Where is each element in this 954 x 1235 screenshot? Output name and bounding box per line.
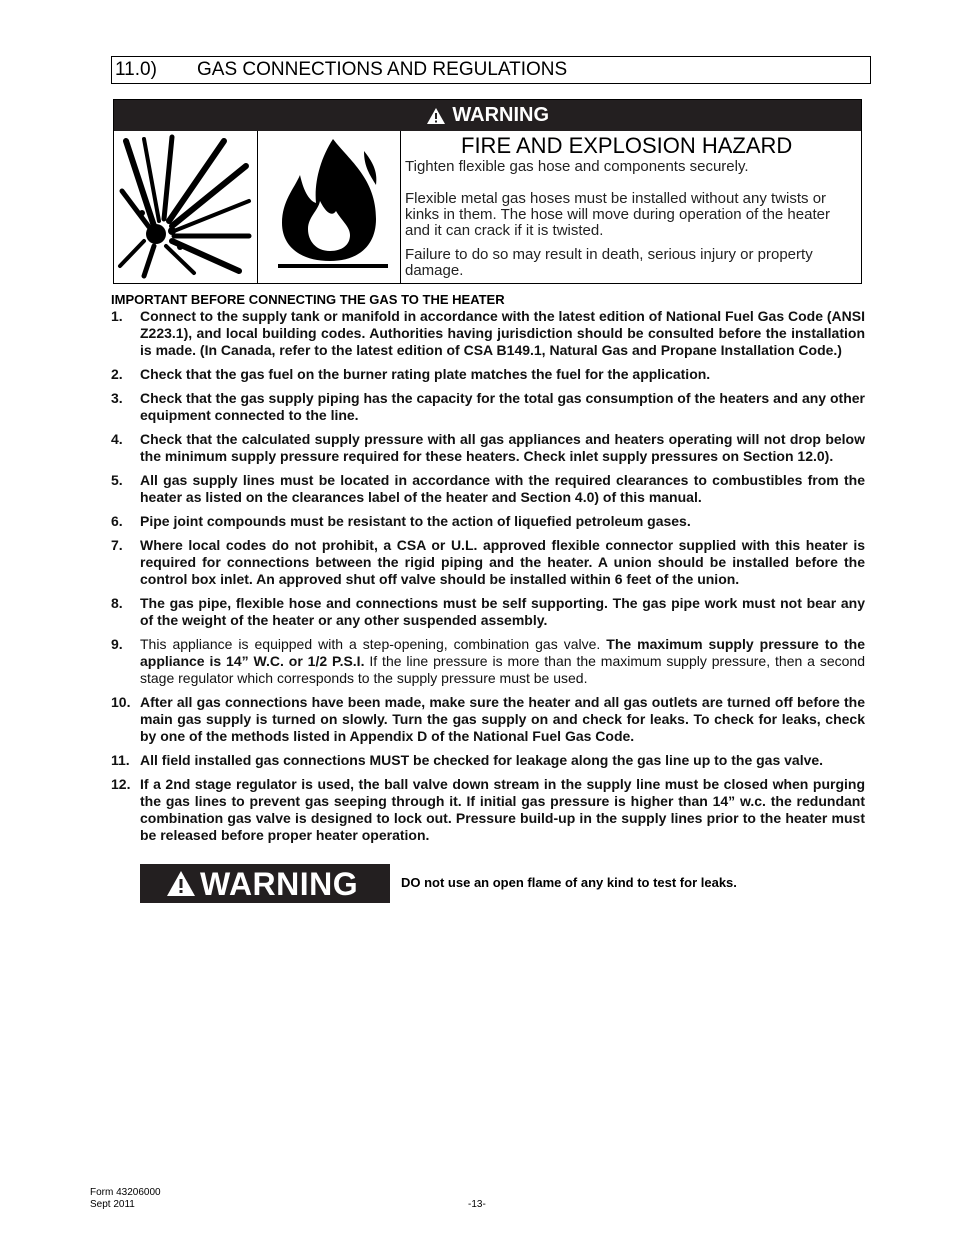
item-text: Pipe joint compounds must be resistant to the action of liquefied petroleum gases. [140, 513, 691, 529]
item-number: 9. [111, 636, 123, 652]
item-text: This appliance is equipped with a step-opening, combination gas valve. [140, 636, 601, 652]
item-text: Check that the gas supply piping has the capacity for the total gas consumption of the heaters and any other equipment connected to the line. [140, 390, 865, 423]
list-item [111, 776, 865, 844]
list-item [111, 595, 865, 629]
item-number: 10. [111, 694, 131, 710]
bottom-warning-note: DO not use an open flame of any kind to test for leaks. [401, 875, 737, 890]
item-text: All field installed gas connections MUST be checked for leakage along the gas line up to the gas valve. [140, 752, 824, 768]
item-number: 12. [111, 776, 131, 792]
item-number: 1. [111, 308, 123, 324]
item-number: 5. [111, 472, 123, 488]
warning-triangle-icon [426, 107, 446, 125]
list-item [111, 431, 865, 465]
section-title: GAS CONNECTIONS AND REGULATIONS [197, 59, 568, 80]
list-item [111, 537, 865, 588]
item-text: All gas supply lines must be located in accordance with the required clearances to combustibles from the heater as listed on the clearances label of the heater and Section 4.0) of this manual. [140, 472, 865, 505]
hazard-text [405, 133, 855, 279]
warning-triangle-icon [166, 870, 196, 897]
item-number: 4. [111, 431, 123, 447]
item-text: Check that the calculated supply pressure with all gas appliances and heaters operating will not drop below the minimum supply pressure required for these heaters. Check inlet supply pressures on Section 12.0). [140, 431, 865, 464]
important-heading: IMPORTANT BEFORE CONNECTING THE GAS TO THE HEATER [111, 292, 505, 307]
flame-pictogram-cell [258, 131, 401, 283]
list-item [111, 390, 865, 424]
list-item [111, 752, 865, 769]
list-item [111, 472, 865, 506]
form-date: Sept 2011 [90, 1199, 135, 1210]
instruction-list [111, 308, 865, 851]
page-number: -13- [468, 1199, 486, 1210]
item-number: 11. [111, 752, 130, 768]
bottom-warning-banner [140, 864, 390, 903]
item-text: After all gas connections have been made, make sure the heater and all gas outlets are turned off before the main gas supply is turned on slowly. Turn the gas supply on and check for leaks. To check for leaks, check by one of the methods listed in Appendix D of the National Fuel Gas Code. [140, 694, 865, 744]
item-number: 2. [111, 366, 123, 382]
hazard-paragraph: Flexible metal gas hoses must be installed without any twists or kinks in them. The hose will move during operation of the heater and it can crack if it is twisted. [405, 190, 830, 239]
bottom-warning-label: WARNING [200, 866, 359, 902]
list-item [111, 694, 865, 745]
section-header [111, 56, 871, 84]
hazard-title: FIRE AND EXPLOSION HAZARD [461, 133, 793, 158]
item-text: If a 2nd stage regulator is used, the ball valve down stream in the supply line must be closed when purging the gas lines to prevent gas seeping through it. If initial gas pressure is higher than 14” w.c. the redundant combination gas valve is designed to lock out. Pressure build-up in the supply lines prior to the heater must be released before proper heater operation. [140, 776, 865, 843]
item-number: 6. [111, 513, 123, 529]
item-number: 8. [111, 595, 123, 611]
list-item [111, 366, 865, 383]
warning-box [113, 99, 862, 284]
item-number: 7. [111, 537, 123, 553]
item-text: If the line pressure is more than the maximum supply pressure, then a second stage regulator which corresponds to the supply pressure must be used. [140, 653, 865, 686]
item-text: Connect to the supply tank or manifold in accordance with the latest edition of National Fuel Gas Code (ANSI Z223.1), and local building codes. Authorities having jurisdiction should be consulted before the installation is made. (In Canada, refer to the latest edition of CSA B149.1, Natural Gas and Propane Installation Code.) [140, 308, 865, 358]
item-text: The gas pipe, flexible hose and connections must be self supporting. The gas pipe work must not bear any of the weight of the heater or any other suspended assembly. [140, 595, 865, 628]
form-number: Form 43206000 [90, 1187, 161, 1198]
list-item [111, 636, 865, 687]
item-number: 3. [111, 390, 123, 406]
list-item [111, 308, 865, 359]
item-text: Check that the gas fuel on the burner rating plate matches the fuel for the application. [140, 366, 711, 382]
warning-header [114, 100, 861, 131]
explosion-pictogram-cell [114, 131, 258, 283]
section-number: 11.0) [115, 59, 157, 80]
explosion-icon [114, 131, 256, 281]
item-text-emphasis: The maximum supply pressure to the appliance is 14” W.C. or 1/2 P.S.I. [140, 636, 866, 669]
hazard-paragraph: Tighten flexible gas hose and components securely. [405, 158, 749, 175]
hazard-paragraph: Failure to do so may result in death, serious injury or property damage. [405, 246, 813, 279]
warning-label: WARNING [452, 104, 550, 126]
flame-icon [258, 131, 399, 281]
footer [90, 1187, 161, 1211]
item-text: Where local codes do not prohibit, a CSA or U.L. approved flexible connector supplied with this heater is required for connections between the rigid piping and the heater. A union should be installed before the control box inlet. An approved shut off valve should be installed within 6 feet of the union. [140, 537, 865, 587]
list-item [111, 513, 865, 530]
